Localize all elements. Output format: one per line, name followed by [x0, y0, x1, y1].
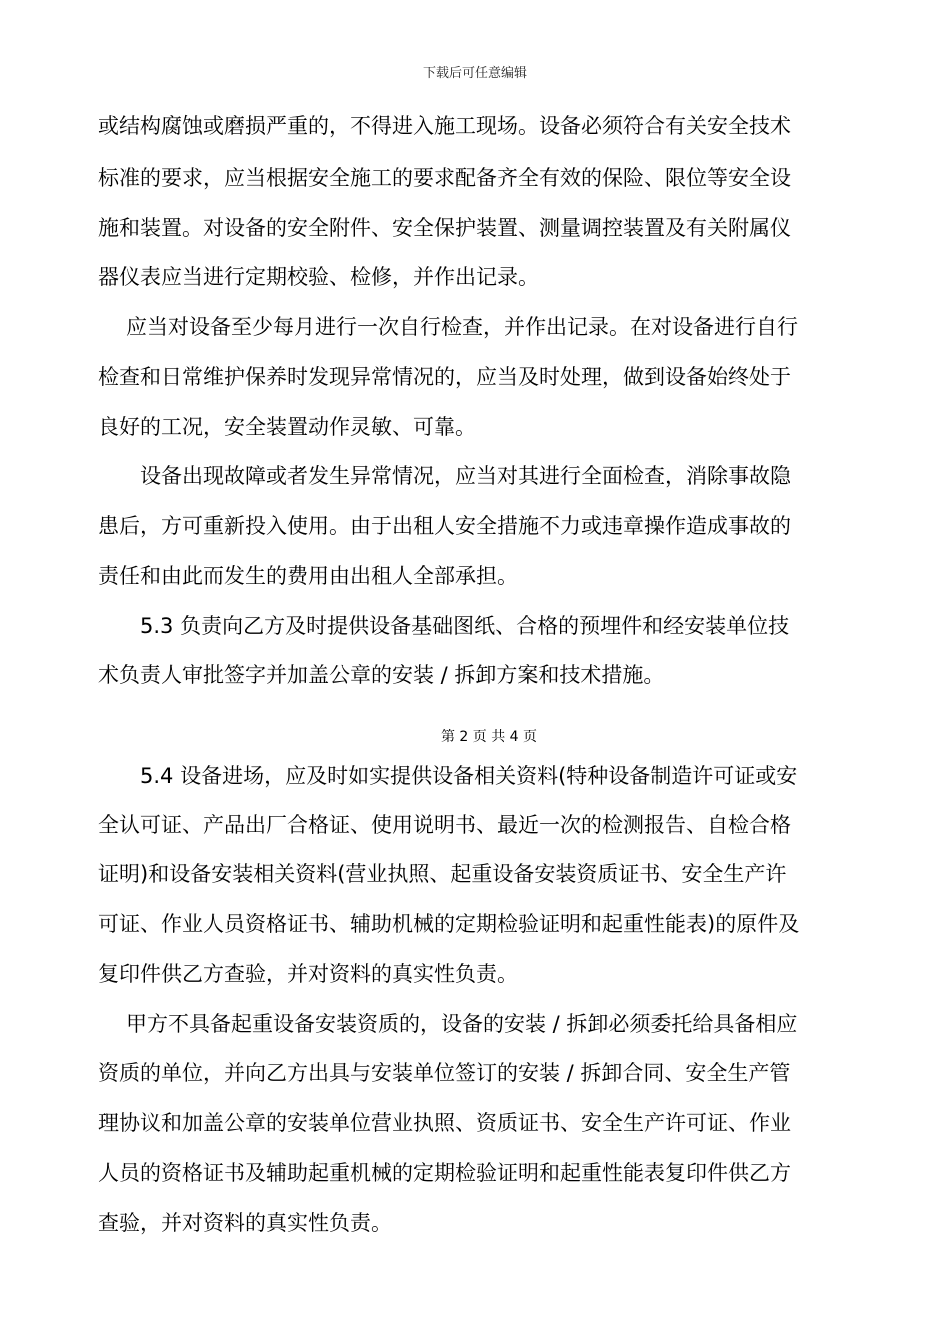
text-line: 应当对设备至少每月进行一次自行检查，并作出记录。在对设备进行自行	[126, 315, 798, 339]
text-line: 5.4 设备进场，应及时如实提供设备相关资料(特种设备制造许可证或安	[140, 764, 798, 788]
text-line: 术负责人审批签字并加盖公章的安装 / 拆卸方案和技术措施。	[98, 663, 665, 687]
text-line: 证明)和设备安装相关资料(营业执照、起重设备安装资质证书、安全生产许	[98, 862, 787, 886]
page-indicator: 第 2 页 共 4 页	[440, 729, 538, 745]
text-line: 可证、作业人员资格证书、辅助机械的定期检验证明和起重性能表)的原件及	[98, 912, 800, 936]
text-line: 设备出现故障或者发生异常情况，应当对其进行全面检查，消除事故隐	[140, 464, 791, 488]
text-line: 标准的要求，应当根据安全施工的要求配备齐全有效的保险、限位等安全设	[98, 166, 791, 190]
text-line: 全认可证、产品出厂合格证、使用说明书、最近一次的检测报告、自检合格	[98, 813, 791, 837]
text-line: 理协议和加盖公章的安装单位营业执照、资质证书、安全生产许可证、作业	[98, 1111, 791, 1135]
text-line: 人员的资格证书及辅助起重机械的定期检验证明和起重性能表复印件供乙方	[98, 1161, 791, 1185]
text-line: 器仪表应当进行定期校验、检修，并作出记录。	[98, 265, 539, 289]
text-line: 复印件供乙方查验，并对资料的真实性负责。	[98, 962, 518, 986]
text-line: 资质的单位，并向乙方出具与安装单位签订的安装 / 拆卸合同、安全生产管	[98, 1061, 791, 1085]
text-line: 检查和日常维护保养时发现异常情况的，应当及时处理，做到设备始终处于	[98, 365, 791, 389]
text-line: 良好的工况，安全装置动作灵敏、可靠。	[98, 415, 476, 439]
text-line: 5.3 负责向乙方及时提供设备基础图纸、合格的预埋件和经安装单位技	[140, 614, 790, 638]
text-line: 患后，方可重新投入使用。由于出租人安全措施不力或违章操作造成事故的	[98, 514, 791, 538]
text-line: 施和装置。对设备的安全附件、安全保护装置、测量调控装置及有关附属仪	[98, 216, 791, 240]
text-line: 责任和由此而发生的费用由出租人全部承担。	[98, 564, 518, 588]
text-line: 甲方不具备起重设备安装资质的，设备的安装 / 拆卸必须委托给具备相应	[126, 1012, 798, 1036]
text-line: 查验，并对资料的真实性负责。	[98, 1211, 392, 1235]
page-header: 下载后可任意编辑	[422, 66, 527, 81]
text-line: 或结构腐蚀或磨损严重的，不得进入施工现场。设备必须符合有关安全技术	[98, 114, 791, 138]
